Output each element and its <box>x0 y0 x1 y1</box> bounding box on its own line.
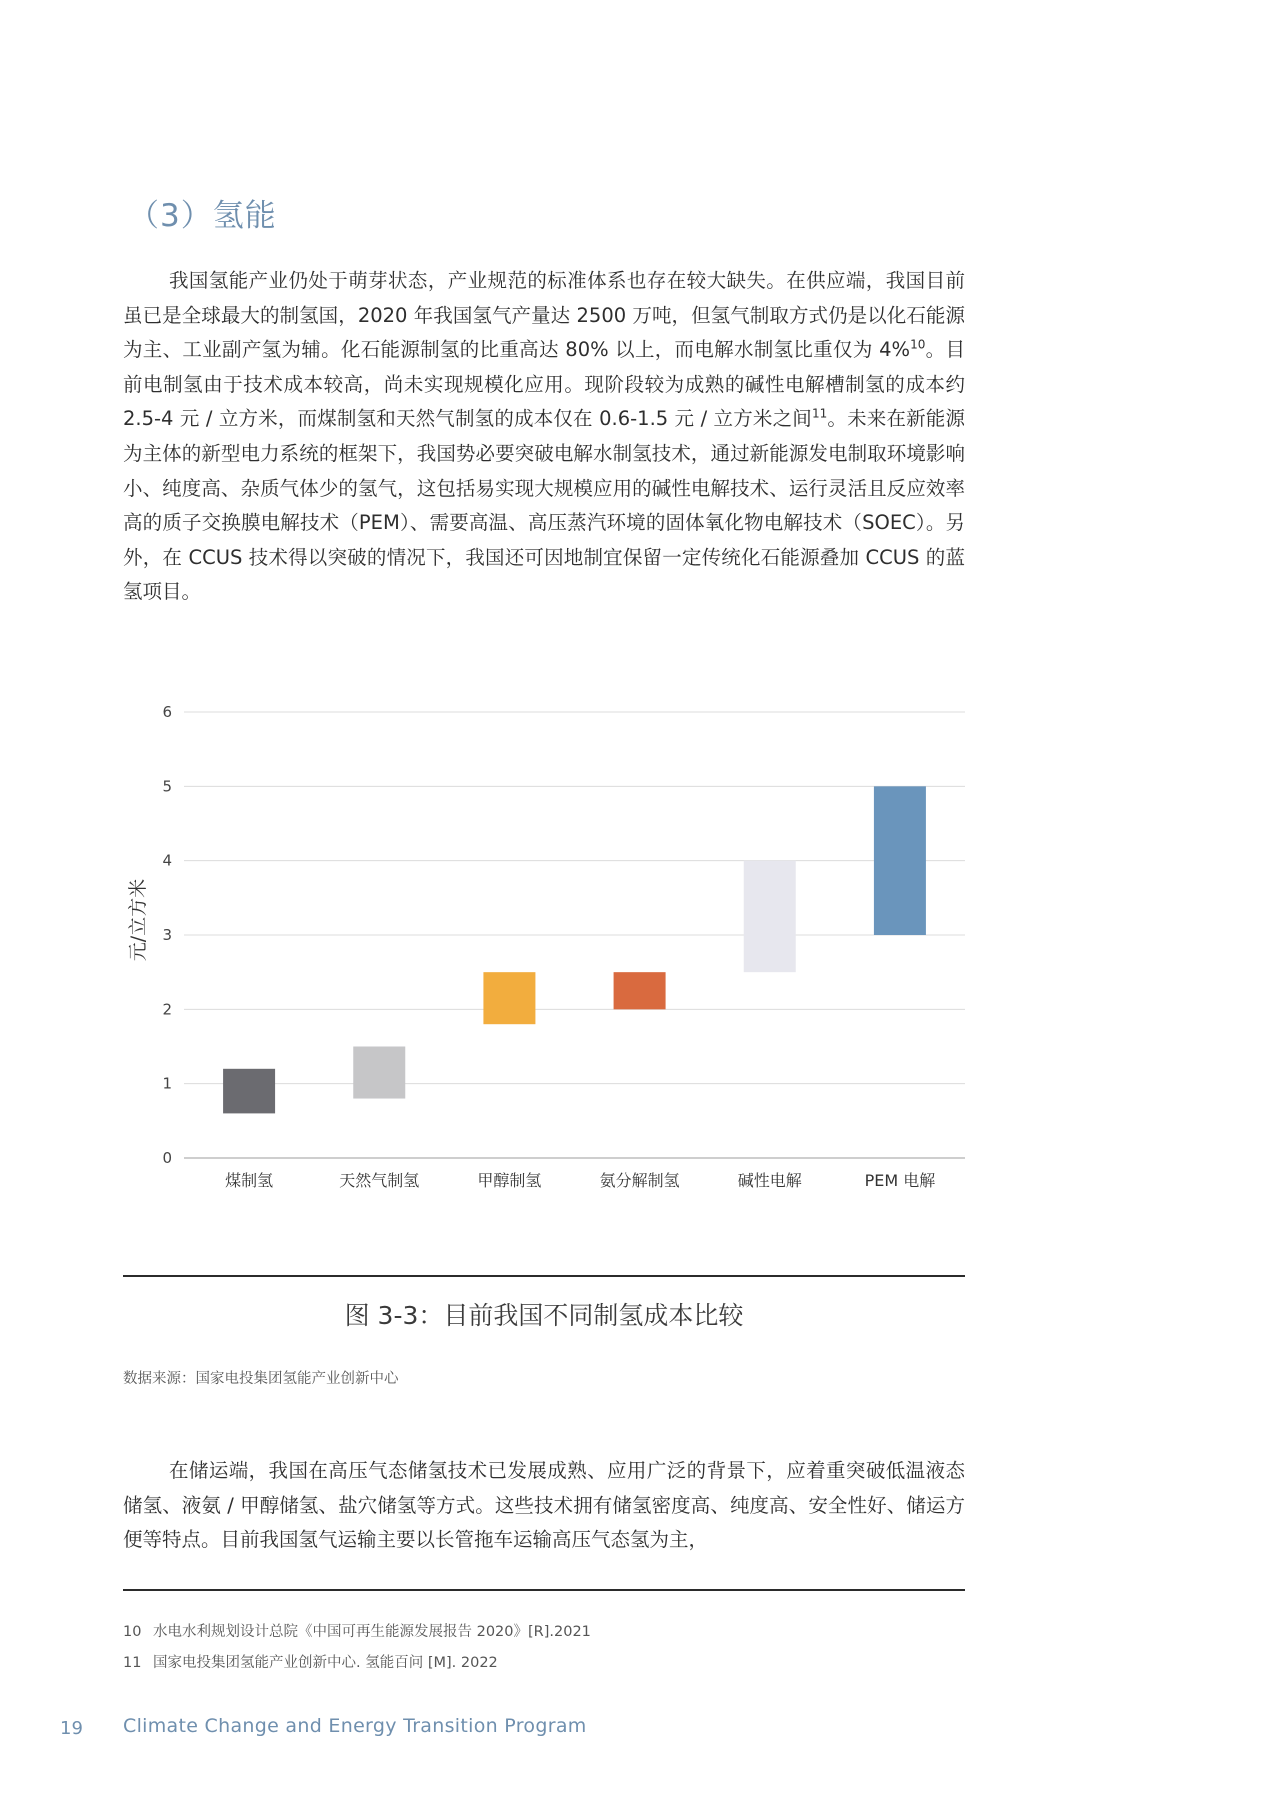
figure-caption: 图 3-3：目前我国不同制氢成本比较 <box>344 1301 744 1330</box>
paragraph-text: 。目前电制氢由于技术成本较高，尚未实现规模化应用。现阶段较为成熟的碱性电解槽制氢的成本约 2.5-4 元 / 立方米，而煤制氢和天然气制氢的成本仅在 0.6-1.5 元 / 立方米之间 <box>123 338 965 431</box>
section-heading: （3）氢能 <box>128 198 277 234</box>
footnote-11 <box>123 1651 498 1672</box>
figure-divider <box>123 1275 965 1277</box>
bar-1 <box>223 1069 275 1114</box>
y-tick-label: 1 <box>162 1074 172 1093</box>
x-axis-categories <box>225 1171 935 1190</box>
paragraph-text: 我国氢能产业仍处于萌芽状态，产业规范的标准体系也存在较大缺失。在供应端，我国目前虽已是全球最大的制氢国，2020 年我国氢气产量达 2500 万吨，但氢气制取方式仍是以化石能源为主、工业副产氢为辅。化石能源制氢的比重高达 80% 以上，而电解水制氢比重仅为 4% <box>123 269 965 362</box>
bar-3 <box>483 972 535 1024</box>
x-category-label: 氨分解制氢 <box>599 1171 680 1190</box>
hydrogen-cost-chart <box>110 690 970 1210</box>
footnote-number: 10 <box>123 1624 142 1640</box>
page-number: 19 <box>60 1718 83 1739</box>
bar-6 <box>874 786 926 935</box>
footnote-divider <box>123 1589 965 1591</box>
x-category-label: 煤制氢 <box>225 1171 274 1190</box>
y-tick-label: 5 <box>162 777 172 796</box>
x-category-label: PEM 电解 <box>864 1171 936 1190</box>
footnote-text: 水电水利规划设计总院《中国可再生能源发展报告 2020》[R].2021 <box>153 1624 591 1640</box>
footer-title: Climate Change and Energy Transition Program <box>123 1715 587 1737</box>
paragraph-supply <box>123 264 965 610</box>
bar-5 <box>744 861 796 973</box>
y-tick-label: 3 <box>162 926 172 944</box>
y-axis-label: 元/立方米 <box>127 878 149 962</box>
paragraph-text: 。未来在新能源为主体的新型电力系统的框架下，我国势必要突破电解水制氢技术，通过新能源发电制取环境影响小、纯度高、杂质气体少的氢气，这包括易实现大规模应用的碱性电解技术、运行灵活且反应效率高的质子交换膜电解技术（PEM）、需要高温、高压蒸汽环境的固体氧化物电解技术（SOEC）。另外，在 CCUS 技术得以突破的情况下，我国还可因地制宜保留一定传统化石能源叠加 CCUS 的蓝氢项目。 <box>123 407 965 604</box>
footnote-ref-10[interactable]: 10 <box>910 337 926 352</box>
y-axis-ticks <box>162 703 172 1167</box>
x-category-label: 碱性电解 <box>737 1171 802 1190</box>
chart-bars <box>223 786 926 1113</box>
bar-4 <box>614 972 666 1009</box>
y-tick-label: 2 <box>162 1000 172 1019</box>
x-category-label: 天然气制氢 <box>339 1171 420 1190</box>
y-tick-label: 0 <box>162 1149 172 1167</box>
y-tick-label: 6 <box>162 703 172 721</box>
y-tick-label: 4 <box>162 851 172 870</box>
footnote-ref-11[interactable]: 11 <box>811 406 828 421</box>
footnote-10 <box>123 1620 591 1641</box>
x-category-label: 甲醇制氢 <box>477 1171 542 1190</box>
footnote-number: 11 <box>123 1655 142 1671</box>
paragraph-storage: 在储运端，我国在高压气态储氢技术已发展成熟、应用广泛的背景下，应着重突破低温液态储氢、液氨 / 甲醇储氢、盐穴储氢等方式。这些技术拥有储氢密度高、纯度高、安全性好、储运方便等特点。目前我国氢气运输主要以长管拖车运输高压气态氢为主， <box>123 1459 965 1552</box>
chart-gridlines <box>184 712 965 1158</box>
footnote-text: 国家电投集团氢能产业创新中心. 氢能百问 [M]. 2022 <box>153 1655 498 1671</box>
data-source: 数据来源：国家电投集团氢能产业创新中心 <box>123 1371 399 1387</box>
bar-2 <box>353 1047 405 1099</box>
